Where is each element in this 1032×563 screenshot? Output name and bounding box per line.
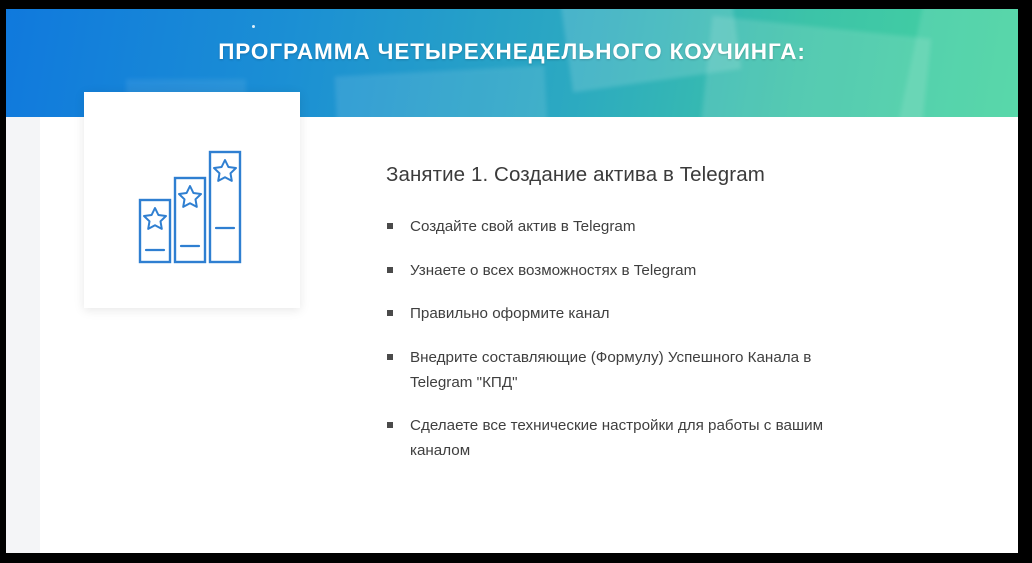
bullet-square-icon (387, 354, 393, 360)
header-dot (252, 25, 255, 28)
left-strip (6, 117, 40, 553)
list-item-label: Сделаете все технические настройки для работы с вашим каналом (410, 417, 824, 459)
list-item-label: Узнаете о всех возможностях в Telegram (410, 261, 697, 279)
lesson-title: Занятие 1. Создание актива в Telegram (386, 163, 765, 186)
content-area (386, 163, 946, 482)
letterbox-top (0, 0, 1032, 9)
list-item (386, 302, 830, 327)
bullet-square-icon (387, 310, 393, 316)
header-texture-2 (701, 16, 931, 117)
page-title: ПРОГРАММА ЧЕТЫРЕХНЕДЕЛЬНОГО КОУЧИНГА: (218, 39, 806, 64)
bullet-square-icon (387, 223, 393, 229)
list-item (386, 414, 830, 463)
list-item-label: Внедрите составляющие (Формулу) Успешного Канала в Telegram "КПД" (410, 348, 812, 391)
letterbox-bottom (0, 553, 1032, 563)
letterbox-left (0, 0, 6, 563)
list-item (386, 215, 830, 240)
icon-card (84, 92, 300, 308)
bar-chart-stars-icon (84, 128, 300, 268)
header-texture-3 (335, 66, 548, 117)
bullet-square-icon (387, 422, 393, 428)
list-item-label: Правильно оформите канал (410, 305, 610, 323)
list-item (386, 346, 830, 395)
letterbox-right (1018, 0, 1032, 563)
list-item (386, 259, 830, 284)
bullet-list (386, 215, 946, 463)
bullet-square-icon (387, 267, 393, 273)
list-item-label: Создайте свой актив в Telegram (410, 218, 636, 235)
